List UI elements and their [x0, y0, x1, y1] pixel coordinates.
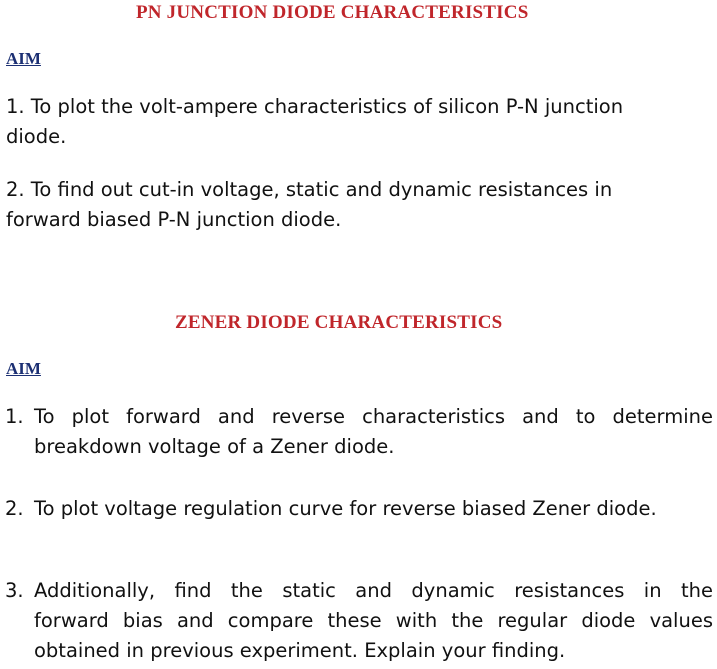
zener-aim-item-1-line-1: To plot forward and reverse characteristics and to determine — [34, 405, 713, 428]
pn-aim-item-2-line-1: 2. To find out cut-in voltage, static and dynamic resistances in — [6, 178, 613, 201]
pn-aim-label: AIM — [6, 49, 41, 68]
zener-aim-item-2 — [34, 494, 713, 524]
pn-aim-item-1 — [6, 92, 666, 152]
zener-aim-item-3-line-1: Additionally, find the static and dynamic resistances in the — [34, 579, 713, 602]
pn-aim-item-1-line-2: diode. — [6, 125, 67, 148]
zener-aim-item-1 — [34, 402, 713, 462]
zener-section-title: ZENER DIODE CHARACTERISTICS — [175, 312, 503, 333]
pn-aim-item-2-line-2: forward biased P-N junction diode. — [6, 208, 342, 231]
zener-aim-item-3-line-2: forward bias and compare these with the regular diode values — [34, 609, 713, 632]
zener-aim-item-1-number: 1. — [5, 405, 24, 428]
zener-aim-item-3-number: 3. — [5, 579, 24, 602]
pn-section-title: PN JUNCTION DIODE CHARACTERISTICS — [136, 2, 529, 23]
zener-aim-label: AIM — [6, 359, 41, 378]
zener-aim-item-2-number: 2. — [5, 497, 24, 520]
zener-aim-item-3 — [34, 576, 713, 666]
pn-aim-item-2 — [6, 175, 666, 235]
pn-aim-item-1-line-1: 1. To plot the volt-ampere characteristics of silicon P-N junction — [6, 95, 624, 118]
zener-aim-item-2-line-1: To plot voltage regulation curve for reverse biased Zener diode. — [34, 497, 657, 520]
zener-aim-item-3-line-3: obtained in previous experiment. Explain your finding. — [34, 639, 566, 662]
zener-aim-item-1-line-2: breakdown voltage of a Zener diode. — [34, 435, 395, 458]
